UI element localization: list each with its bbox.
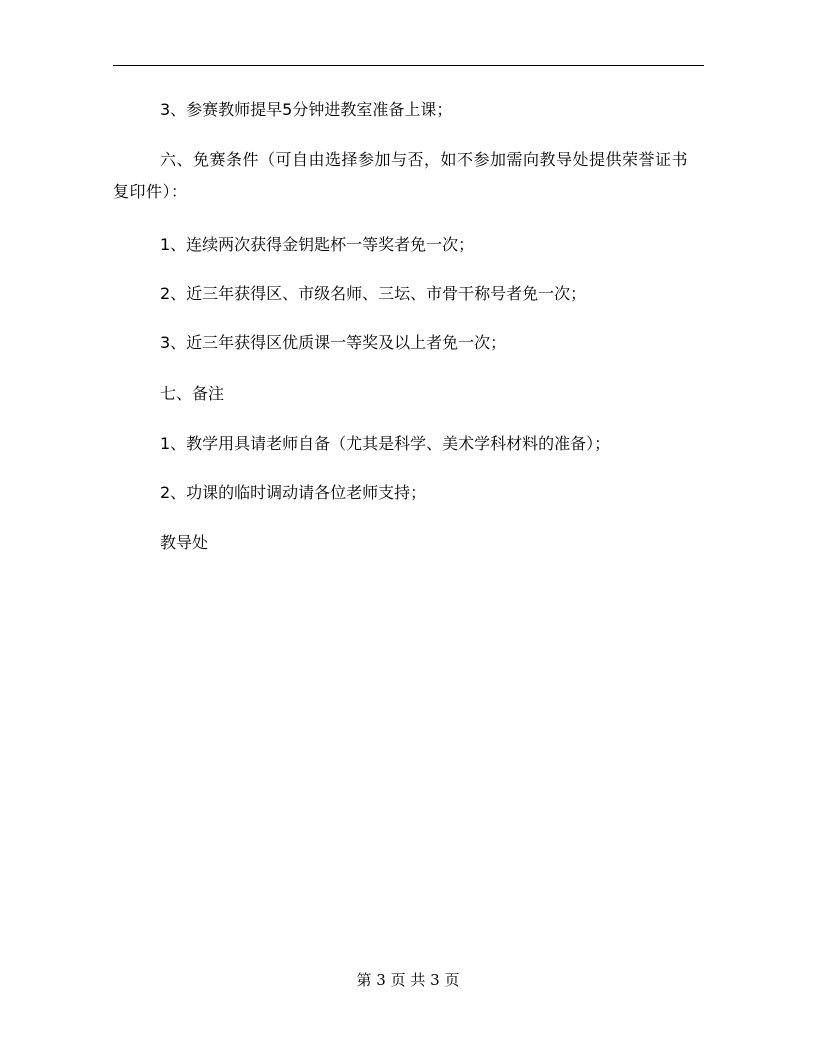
paragraph-exemption-1: 1、连续两次获得金钥匙杯一等奖者免一次； (160, 235, 475, 254)
paragraph-note-2: 2、功课的临时调动请各位老师支持； (160, 483, 427, 502)
paragraph-notes-heading: 七、备注 (160, 384, 225, 403)
paragraph-exemption-conditions-heading: 六、免赛条件（可自由选择参加与否，如不参加需向教导处提供荣誉证书复印件）： (113, 150, 689, 201)
paragraph-contest-rule-3: 3、参赛教师提早5分钟进教室准备上课； (160, 100, 453, 119)
header-rule (113, 65, 704, 66)
page-footer: 第 3 页 共 3 页 (356, 971, 460, 989)
paragraph-note-1: 1、教学用具请老师自备（尤其是科学、美术学科材料的准备）； (160, 434, 611, 453)
paragraph-exemption-2: 2、近三年获得区、市级名师、三坛、市骨干称号者免一次； (160, 284, 587, 303)
paragraph-signature: 教导处 (160, 533, 209, 552)
paragraph-exemption-3: 3、近三年获得区优质课一等奖及以上者免一次； (160, 333, 507, 352)
